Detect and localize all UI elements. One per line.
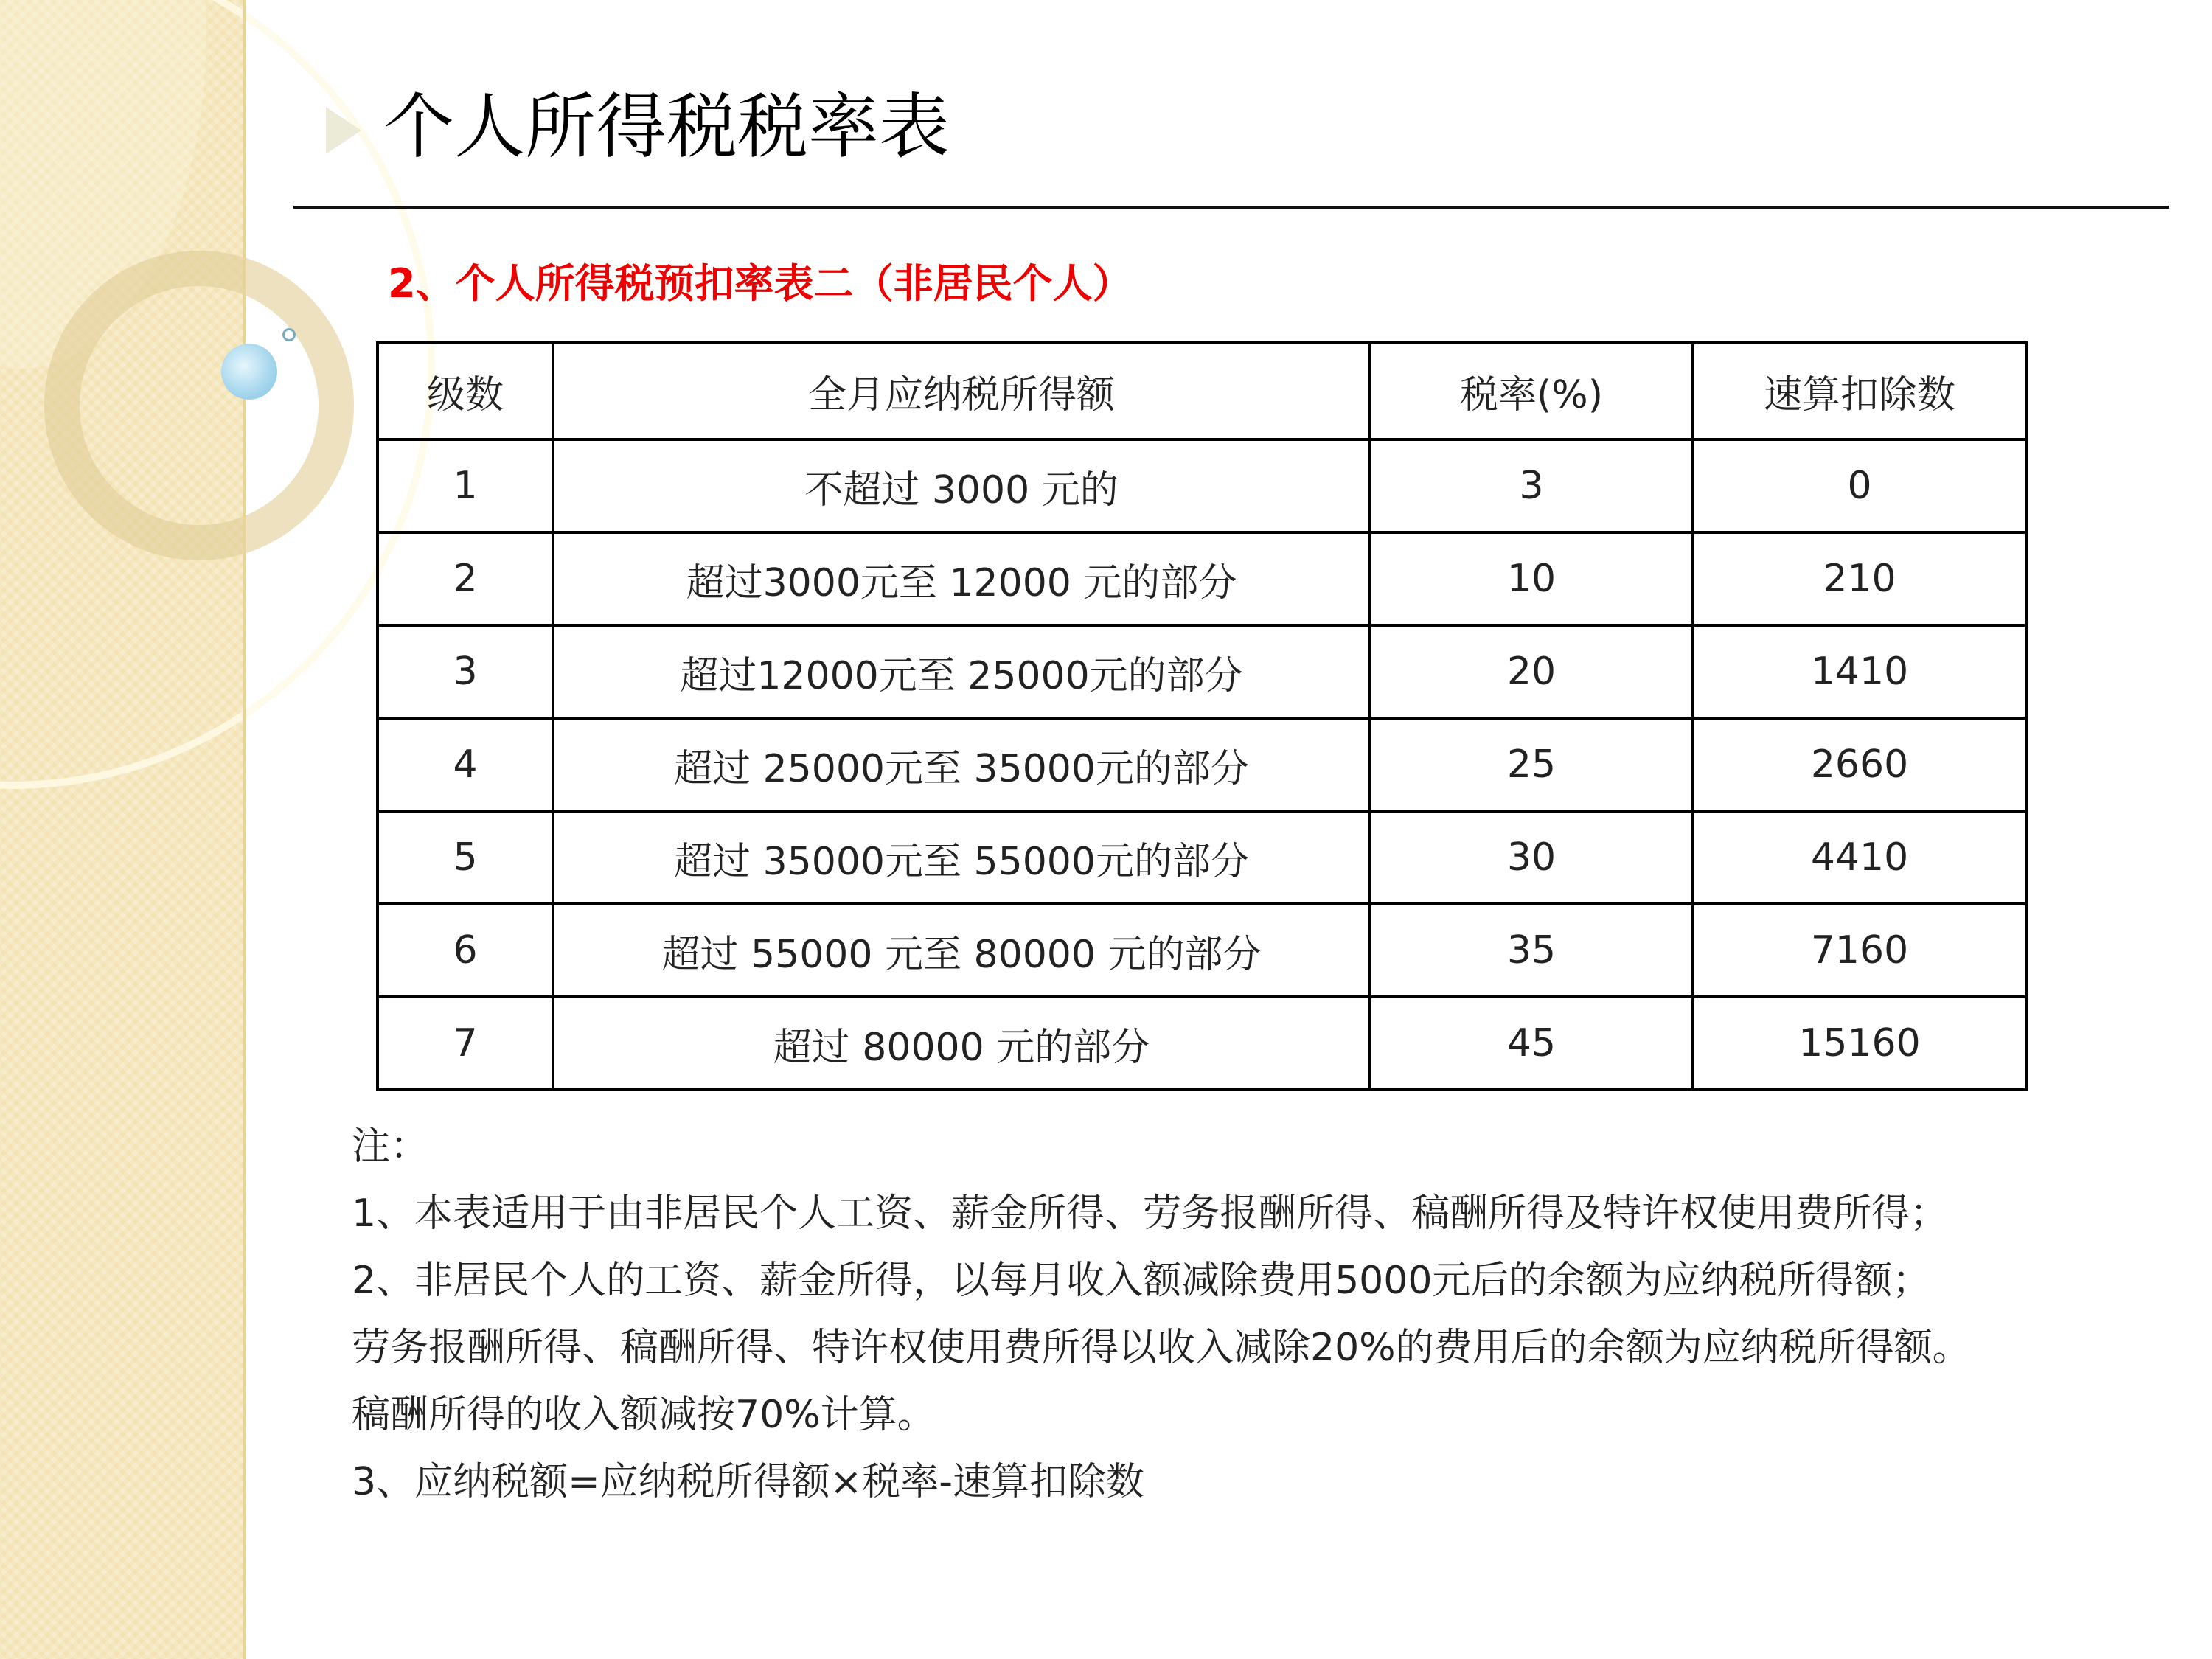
cell-range: 超过 80000 元的部分 xyxy=(553,997,1370,1090)
notes-section xyxy=(352,1113,1971,1516)
header-income-range: 全月应纳税所得额 xyxy=(553,343,1370,439)
table-row xyxy=(378,904,2026,997)
title-arrow-icon xyxy=(326,107,361,154)
decorative-sidebar xyxy=(0,0,246,1659)
small-bubble-icon xyxy=(282,328,296,341)
bubble-icon xyxy=(221,344,277,400)
cell-level: 7 xyxy=(378,997,553,1090)
note-line: 劳务报酬所得、稿酬所得、特许权使用费所得以收入减除20%的费用后的余额为应纳税所得额。 xyxy=(352,1326,1971,1370)
table-subtitle: 2、个人所得税预扣率表二（非居民个人） xyxy=(388,260,1133,307)
table-row xyxy=(378,532,2026,625)
cell-rate: 3 xyxy=(1370,439,1693,532)
note-line: 1、本表适用于由非居民个人工资、薪金所得、劳务报酬所得、稿酬所得及特许权使用费所得； xyxy=(352,1192,1949,1236)
cell-deduction: 4410 xyxy=(1693,811,2026,904)
slide-title: 个人所得税税率表 xyxy=(383,86,950,168)
cell-rate: 30 xyxy=(1370,811,1693,904)
cell-rate: 20 xyxy=(1370,625,1693,718)
cell-level: 5 xyxy=(378,811,553,904)
table-row xyxy=(378,718,2026,811)
cell-deduction: 210 xyxy=(1693,532,2026,625)
cell-range: 超过3000元至 12000 元的部分 xyxy=(553,532,1370,625)
cell-rate: 10 xyxy=(1370,532,1693,625)
header-quick-deduction: 速算扣除数 xyxy=(1693,343,2026,439)
cell-rate: 35 xyxy=(1370,904,1693,997)
cell-range: 超过12000元至 25000元的部分 xyxy=(553,625,1370,718)
table-header-row xyxy=(378,343,2026,439)
cell-level: 1 xyxy=(378,439,553,532)
notes-heading: 注： xyxy=(352,1124,429,1169)
cell-level: 4 xyxy=(378,718,553,811)
decorative-ring xyxy=(44,251,354,560)
header-level: 级数 xyxy=(378,343,553,439)
cell-rate: 45 xyxy=(1370,997,1693,1090)
header-tax-rate: 税率(%) xyxy=(1370,343,1693,439)
cell-level: 3 xyxy=(378,625,553,718)
table-row xyxy=(378,625,2026,718)
cell-range: 超过 35000元至 55000元的部分 xyxy=(553,811,1370,904)
cell-deduction: 0 xyxy=(1693,439,2026,532)
cell-deduction: 7160 xyxy=(1693,904,2026,997)
tax-rate-table xyxy=(376,341,2028,1091)
table-row xyxy=(378,439,2026,532)
table-row xyxy=(378,997,2026,1090)
sidebar-edge xyxy=(243,0,246,1659)
cell-rate: 25 xyxy=(1370,718,1693,811)
cell-level: 2 xyxy=(378,532,553,625)
note-line: 2、非居民个人的工资、薪金所得，以每月收入额减除费用5000元后的余额为应纳税所得额； xyxy=(352,1259,1931,1303)
cell-deduction: 15160 xyxy=(1693,997,2026,1090)
note-line: 3、应纳税额=应纳税所得额×税率-速算扣除数 xyxy=(352,1460,1144,1504)
cell-range: 超过 55000 元至 80000 元的部分 xyxy=(553,904,1370,997)
table-row xyxy=(378,811,2026,904)
title-divider xyxy=(293,206,2169,209)
cell-range: 超过 25000元至 35000元的部分 xyxy=(553,718,1370,811)
cell-range: 不超过 3000 元的 xyxy=(553,439,1370,532)
note-line: 稿酬所得的收入额减按70%计算。 xyxy=(352,1393,936,1437)
cell-deduction: 1410 xyxy=(1693,625,2026,718)
cell-deduction: 2660 xyxy=(1693,718,2026,811)
cell-level: 6 xyxy=(378,904,553,997)
